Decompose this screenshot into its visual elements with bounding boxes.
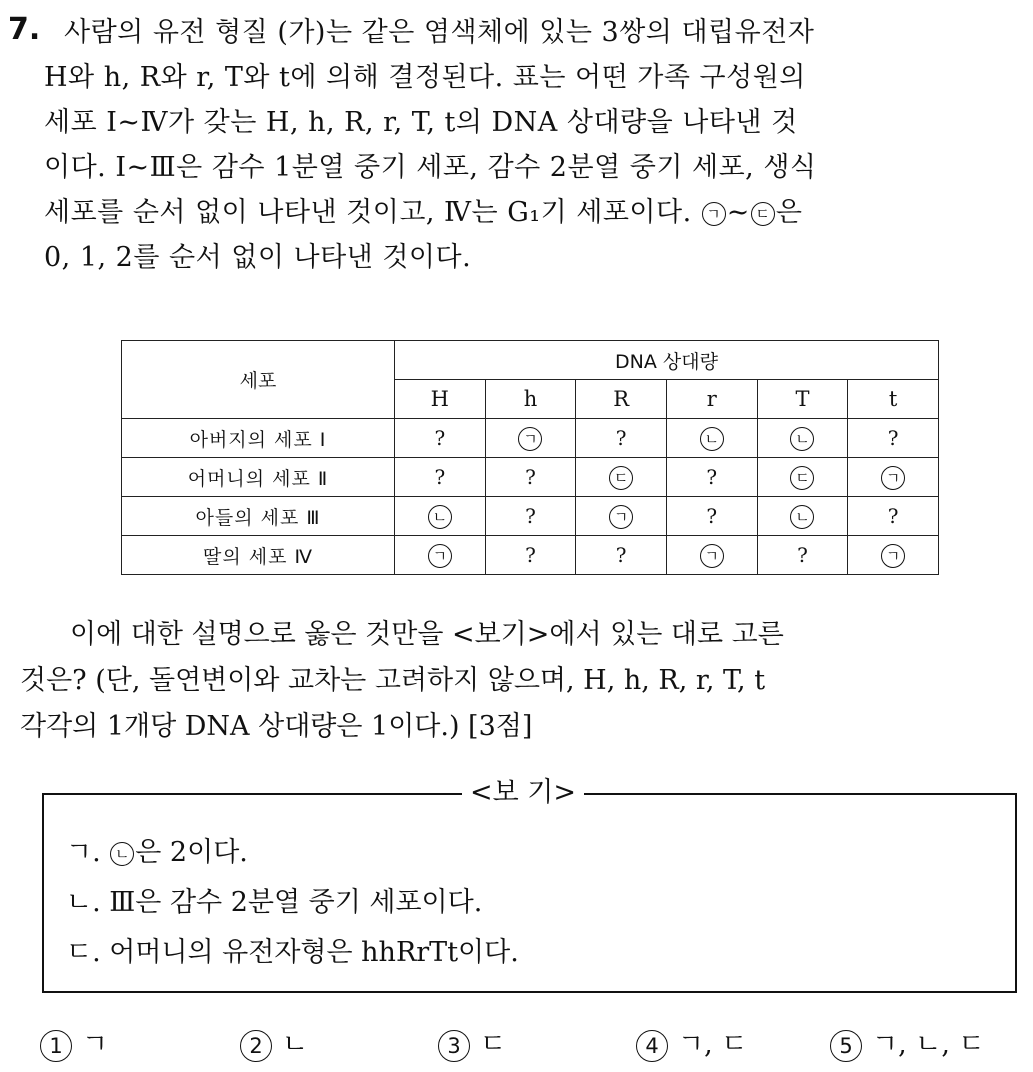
choice-3[interactable] xyxy=(438,1025,506,1065)
bogi-marker: ㄴ. xyxy=(66,887,101,918)
stem-line: 이다. Ⅰ~Ⅲ은 감수 1분열 중기 세포, 감수 2분열 중기 세포, 생식 xyxy=(44,152,817,183)
unknown-value: ? xyxy=(615,543,627,567)
bogi-title: <보 기> xyxy=(462,773,584,813)
followup-line: 이에 대한 설명으로 옳은 것만을 <보기>에서 있는 대로 고른 xyxy=(70,619,784,650)
row-label: 딸의 세포 Ⅳ xyxy=(122,536,395,575)
row-label: 어머니의 세포 Ⅱ xyxy=(122,458,395,497)
table-cell xyxy=(395,497,486,536)
table-cell xyxy=(395,419,486,458)
table-cell xyxy=(576,497,667,536)
table-body xyxy=(122,419,939,575)
table-cell xyxy=(576,536,667,575)
unknown-value: ? xyxy=(706,504,718,528)
gene-header: R xyxy=(576,380,667,419)
table-row xyxy=(122,497,939,536)
table-row xyxy=(122,419,939,458)
choice-2[interactable] xyxy=(240,1025,308,1065)
stem-line: 0, 1, 2를 순서 없이 나타낸 것이다. xyxy=(44,242,472,273)
bogi-text: Ⅲ은 감수 2분열 중기 세포이다. xyxy=(109,887,483,918)
stem-line-text: 세포를 순서 없이 나타낸 것이고, Ⅳ는 G₁기 세포이다. xyxy=(44,197,692,228)
circled-symbol: ㄷ xyxy=(609,466,633,490)
cell-header: 세포 xyxy=(122,341,395,419)
table-cell xyxy=(757,419,848,458)
choice-number: 1 xyxy=(40,1030,72,1062)
circled-symbol: ㄴ xyxy=(790,427,814,451)
unknown-value: ? xyxy=(887,504,899,528)
table-cell xyxy=(848,458,939,497)
followup-line: 것은? (단, 돌연변이와 교차는 고려하지 않으며, H, h, R, r, T, t xyxy=(20,665,766,696)
circled-symbol: ㄴ xyxy=(790,505,814,529)
unknown-value: ? xyxy=(706,465,718,489)
row-label: 아들의 세포 Ⅲ xyxy=(122,497,395,536)
circled-symbol: ㄴ xyxy=(428,505,452,529)
choice-text: ㄱ, ㄴ, ㄷ xyxy=(872,1029,985,1060)
table-cell xyxy=(666,419,757,458)
circled-symbol: ㄱ xyxy=(518,427,542,451)
unknown-value: ? xyxy=(797,543,808,567)
table-cell xyxy=(666,458,757,497)
dna-table xyxy=(121,340,939,575)
choice-number: 3 xyxy=(438,1030,470,1062)
circled-symbol: ㄱ xyxy=(428,544,452,568)
stem-line: 사람의 유전 형질 (가)는 같은 염색체에 있는 3쌍의 대립유전자 xyxy=(64,17,815,48)
table-row xyxy=(122,458,939,497)
stem-line: 세포 Ⅰ~Ⅳ가 갖는 H, h, R, r, T, t의 DNA 상대량을 나타낸 것 xyxy=(44,107,798,138)
table-cell xyxy=(757,536,848,575)
stem-line xyxy=(44,190,1024,235)
table-row xyxy=(122,536,939,575)
bogi-marker: ㄱ. xyxy=(66,837,101,868)
choice-number: 5 xyxy=(830,1030,862,1062)
circled-symbol: ㄷ xyxy=(751,202,775,226)
table-cell xyxy=(848,497,939,536)
row-label: 아버지의 세포 Ⅰ xyxy=(122,419,395,458)
table-cell xyxy=(485,536,576,575)
choice-5[interactable] xyxy=(830,1025,985,1065)
stem-line: H와 h, R와 r, T와 t에 의해 결정된다. 표는 어떤 가족 구성원의 xyxy=(44,62,806,93)
gene-header: r xyxy=(666,380,757,419)
circled-symbol: ㄱ xyxy=(700,544,724,568)
dna-header: DNA 상대량 xyxy=(395,341,939,380)
table-cell xyxy=(576,458,667,497)
table-cell xyxy=(395,458,486,497)
unknown-value: ? xyxy=(434,465,446,489)
choice-number: 4 xyxy=(636,1030,668,1062)
gene-header: T xyxy=(757,380,848,419)
table-cell xyxy=(848,419,939,458)
table-cell xyxy=(757,497,848,536)
followup-line: 각각의 1개당 DNA 상대량은 1이다.) [3점] xyxy=(20,711,533,742)
choice-text: ㄱ, ㄷ xyxy=(678,1029,748,1060)
table-cell xyxy=(576,419,667,458)
tilde-symbol: ~ xyxy=(726,197,750,228)
table-cell xyxy=(485,497,576,536)
bogi-marker: ㄷ. xyxy=(66,937,101,968)
unknown-value: ? xyxy=(525,543,536,567)
table-cell xyxy=(395,536,486,575)
bogi-items xyxy=(66,828,519,978)
circled-symbol: ㄱ xyxy=(702,202,726,226)
circled-symbol: ㄱ xyxy=(609,505,633,529)
followup-text xyxy=(20,612,1020,750)
question-number: 7. xyxy=(8,12,41,47)
choice-text: ㄷ xyxy=(480,1029,507,1060)
gene-header: t xyxy=(848,380,939,419)
table-cell xyxy=(485,419,576,458)
bogi-item xyxy=(66,928,519,978)
choice-text: ㄱ xyxy=(82,1029,109,1060)
circled-symbol: ㄱ xyxy=(881,466,905,490)
table-cell xyxy=(666,497,757,536)
bogi-text: 어머니의 유전자형은 hhRrTt이다. xyxy=(109,937,519,968)
gene-header: h xyxy=(485,380,576,419)
unknown-value: ? xyxy=(525,465,536,489)
circled-symbol: ㄴ xyxy=(110,842,134,866)
choice-4[interactable] xyxy=(636,1025,747,1065)
choice-text: ㄴ xyxy=(282,1029,309,1060)
circled-symbol: ㄱ xyxy=(881,544,905,568)
circled-symbol: ㄴ xyxy=(700,427,724,451)
bogi-item xyxy=(66,828,519,878)
table-cell xyxy=(757,458,848,497)
bogi-item xyxy=(66,878,519,928)
unknown-value: ? xyxy=(434,426,446,450)
unknown-value: ? xyxy=(525,504,536,528)
table-cell xyxy=(485,458,576,497)
unknown-value: ? xyxy=(887,426,899,450)
choice-number: 2 xyxy=(240,1030,272,1062)
table-cell xyxy=(666,536,757,575)
table-header-row xyxy=(122,341,939,380)
question-stem xyxy=(44,10,1024,280)
choice-1[interactable] xyxy=(40,1025,108,1065)
circled-symbol: ㄷ xyxy=(790,466,814,490)
bogi-text: 은 2이다. xyxy=(135,837,248,868)
gene-header: H xyxy=(395,380,486,419)
table-cell xyxy=(848,536,939,575)
unknown-value: ? xyxy=(615,426,627,450)
stem-line-tail: 은 xyxy=(775,197,803,228)
